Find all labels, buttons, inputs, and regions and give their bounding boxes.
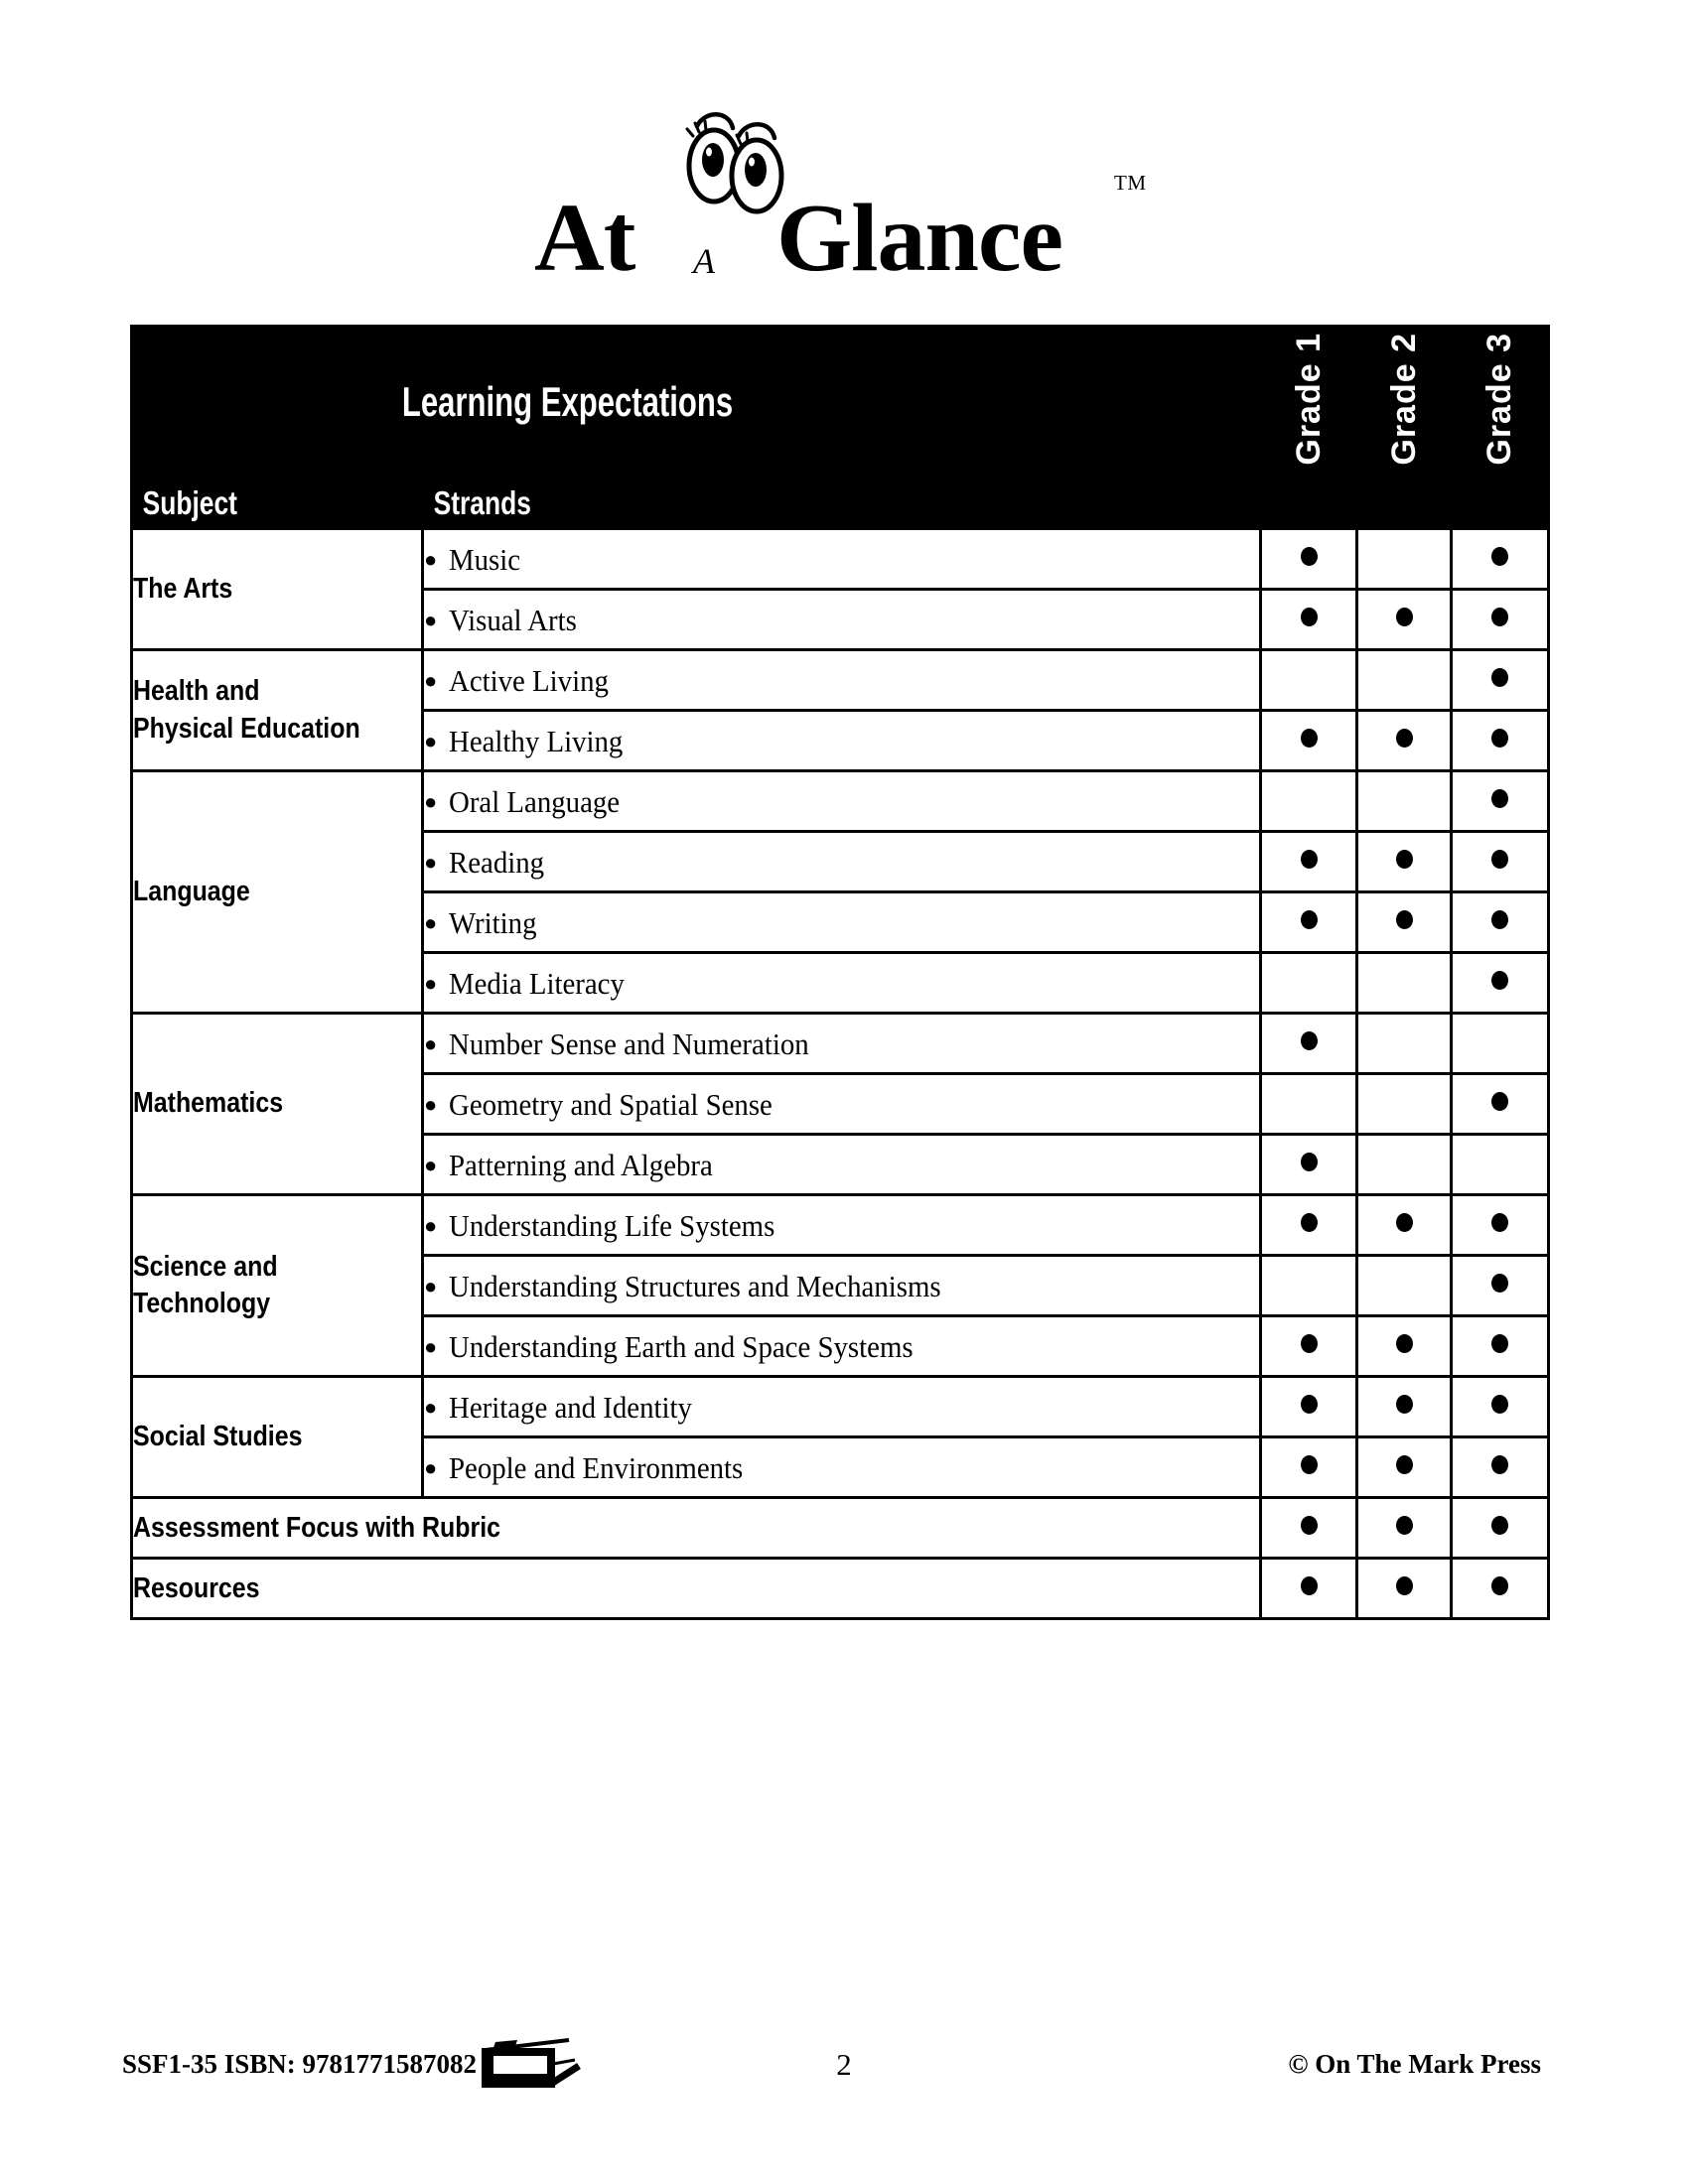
filled-dot-icon [1396,1576,1413,1595]
grade-2-mark-cell[interactable] [1357,953,1452,1014]
bullet-icon: ● [424,910,438,936]
grade-1-label: Grade 1 [1289,333,1328,466]
page-footer [0,2033,1688,2105]
grade-3-header [1452,327,1549,478]
table-row [132,1559,1549,1619]
subject-cell [132,650,423,771]
grade-1-mark-cell[interactable] [1261,1498,1357,1559]
strand-cell [423,1014,1261,1074]
strand-cell [423,590,1261,650]
subject-cell [132,1014,423,1195]
filled-dot-icon [1301,1395,1318,1414]
footer-copyright: © On The Mark Press [1288,2049,1541,2079]
subject-column-header [132,478,423,529]
filled-dot-icon [1301,1576,1318,1595]
filled-dot-icon [1491,1213,1508,1232]
grade-3-mark-cell[interactable] [1452,711,1549,771]
filled-dot-icon [1491,789,1508,808]
empty-mark [1396,547,1413,566]
grade-2-mark-cell[interactable] [1357,832,1452,892]
strand-label: Healthy Living [449,724,624,759]
strand-cell [423,1074,1261,1135]
logo-word-glance: Glance [776,185,1062,292]
grade-3-mark-cell[interactable] [1452,1195,1549,1256]
strand-label: Oral Language [449,784,621,820]
grade-2-mark-cell[interactable] [1357,1195,1452,1256]
grade-3-mark-cell[interactable] [1452,590,1549,650]
strand-label: Understanding Life Systems [449,1208,775,1244]
bullet-icon: ● [424,1274,438,1299]
filled-dot-icon [1491,1395,1508,1414]
strand-label: Media Literacy [449,966,626,1002]
grade-1-header [1261,327,1357,478]
strand-label: Understanding Structures and Mechanisms [449,1269,941,1304]
bullet-icon: ● [424,1455,438,1481]
footer-isbn: SSF1-35 ISBN: 9781771587082 [122,2049,478,2079]
filled-dot-icon [1301,729,1318,748]
filled-dot-icon [1491,608,1508,626]
strand-cell [423,832,1261,892]
empty-mark [1301,789,1318,808]
filled-dot-icon [1491,1455,1508,1474]
grade-1-mark-cell[interactable] [1261,1195,1357,1256]
filled-dot-icon [1301,608,1318,626]
table-row [132,650,1549,711]
bullet-icon: ● [424,971,438,997]
filled-dot-icon [1301,1455,1318,1474]
grade-1-mark-cell[interactable] [1261,1316,1357,1377]
grade-3-mark-cell[interactable] [1452,771,1549,832]
table-row [132,1014,1549,1074]
empty-mark [1396,971,1413,990]
table-row [132,1498,1549,1559]
filled-dot-icon [1491,910,1508,929]
bullet-icon: ● [424,547,438,573]
subject-label: Physical Education [133,712,360,745]
full-row-label: Assessment Focus with Rubric [133,1511,501,1544]
grade-1-mark-cell[interactable] [1261,590,1357,650]
filled-dot-icon [1301,1153,1318,1171]
strand-cell [423,1135,1261,1195]
grade-3-mark-cell[interactable] [1452,1014,1549,1074]
filled-dot-icon [1491,971,1508,990]
banner-row [132,327,1549,478]
strand-cell [423,953,1261,1014]
subject-cell [132,1377,423,1498]
grade-2-mark-cell[interactable] [1357,711,1452,771]
grade-1-mark-cell[interactable] [1261,650,1357,711]
grade-2-mark-cell[interactable] [1357,650,1452,711]
grade-3-mark-cell[interactable] [1452,529,1549,590]
grade-2-label: Grade 2 [1384,333,1423,466]
table-row [132,529,1549,590]
banner-title-cell [132,327,1261,478]
grade-3-mark-cell[interactable] [1452,650,1549,711]
grade-2-mark-cell[interactable] [1357,1256,1452,1316]
subject-label: Mathematics [133,1087,284,1120]
subject-cell [132,529,423,650]
subject-label: Social Studies [133,1420,303,1452]
strand-label: Writing [449,905,537,941]
grade-3-mark-cell[interactable] [1452,1316,1549,1377]
filled-dot-icon [1491,850,1508,869]
table-row [132,1377,1549,1437]
filled-dot-icon [1491,668,1508,687]
subject-label: Science and [133,1250,278,1283]
bullet-icon: ● [424,789,438,815]
page-number: 2 [836,2047,852,2082]
grade-2-mark-cell[interactable] [1357,771,1452,832]
strand-label: Visual Arts [449,603,578,638]
subject-label: Technology [133,1288,271,1319]
grade-1-mark-cell[interactable] [1261,953,1357,1014]
empty-mark [1396,1031,1413,1050]
full-width-label-cell [132,1498,1261,1559]
empty-mark [1301,1274,1318,1293]
filled-dot-icon [1396,729,1413,748]
table-body [132,529,1549,1619]
filled-dot-icon [1396,608,1413,626]
logo-word-a: A [693,241,714,281]
banner-title: Learning Expectations [401,377,734,425]
table-header [132,327,1549,529]
grade-2-mark-cell[interactable] [1357,1316,1452,1377]
strand-cell [423,1437,1261,1498]
strand-label: Reading [449,845,545,881]
empty-mark [1301,971,1318,990]
bullet-icon: ● [424,608,438,633]
empty-mark [1396,1274,1413,1293]
grade-3-label: Grade 3 [1480,333,1518,466]
filled-dot-icon [1491,1576,1508,1595]
empty-mark [1396,1153,1413,1171]
grade-3-mark-cell[interactable] [1452,832,1549,892]
grade-2-header [1357,327,1452,478]
filled-dot-icon [1396,850,1413,869]
table-row [132,1195,1549,1256]
grade-2-mark-cell[interactable] [1357,1437,1452,1498]
grade-1-mark-cell[interactable] [1261,1437,1357,1498]
filled-dot-icon [1301,1516,1318,1535]
empty-mark [1396,789,1413,808]
bullet-icon: ● [424,1395,438,1421]
grade-1-mark-cell[interactable] [1261,1014,1357,1074]
grade-3-mark-cell[interactable] [1452,1437,1549,1498]
grade-3-mark-cell[interactable] [1452,1256,1549,1316]
subject-cell [132,771,423,1014]
grade-1-mark-cell[interactable] [1261,529,1357,590]
grade-3-mark-cell[interactable] [1452,1377,1549,1437]
empty-mark [1396,1092,1413,1111]
grade-2-mark-cell[interactable] [1357,1377,1452,1437]
empty-mark [1491,1031,1508,1050]
grade-2-mark-cell[interactable] [1357,529,1452,590]
filled-dot-icon [1301,1031,1318,1050]
strand-cell [423,650,1261,711]
subject-column-label: Subject [142,483,237,521]
subject-cell [132,1195,423,1377]
filled-dot-icon [1491,729,1508,748]
grade-1-mark-cell[interactable] [1261,1256,1357,1316]
strands-column-label: Strands [433,483,531,521]
filled-dot-icon [1491,1274,1508,1293]
grade-2-mark-cell[interactable] [1357,1074,1452,1135]
strand-cell [423,892,1261,953]
grade-2-mark-cell[interactable] [1357,1498,1452,1559]
filled-dot-icon [1491,1516,1508,1535]
grade-3-mark-cell[interactable] [1452,953,1549,1014]
full-row-label: Resources [133,1571,260,1604]
bullet-icon: ● [424,668,438,694]
bullet-icon: ● [424,729,438,754]
filled-dot-icon [1396,1395,1413,1414]
grade-3-mark-cell[interactable] [1452,1074,1549,1135]
learning-expectations-table [130,325,1550,1620]
column-labels-row [132,478,1549,529]
strand-label: People and Environments [449,1450,744,1486]
learning-expectations-table-wrapper [130,325,1547,1620]
filled-dot-icon [1301,910,1318,929]
filled-dot-icon [1396,1334,1413,1353]
grade-3-mark-cell[interactable] [1452,1135,1549,1195]
bullet-icon: ● [424,1092,438,1118]
grade-1-mark-cell[interactable] [1261,1559,1357,1619]
strand-label: Active Living [449,663,610,699]
empty-mark [1396,668,1413,687]
grade-2-mark-cell[interactable] [1357,1014,1452,1074]
full-width-label-cell [132,1559,1261,1619]
grade-1-mark-cell[interactable] [1261,892,1357,953]
filled-dot-icon [1491,1334,1508,1353]
filled-dot-icon [1396,1213,1413,1232]
strand-cell [423,1377,1261,1437]
grade-3-mark-cell[interactable] [1452,1559,1549,1619]
subject-label: The Arts [133,572,233,605]
strand-cell [423,1195,1261,1256]
strand-cell [423,711,1261,771]
strand-label: Understanding Earth and Space Systems [449,1329,914,1365]
subject-label: Language [133,875,250,907]
bullet-icon: ● [424,1031,438,1057]
strand-label: Geometry and Spatial Sense [449,1087,774,1123]
grade-2-mark-cell[interactable] [1357,892,1452,953]
filled-dot-icon [1301,547,1318,566]
filled-dot-icon [1396,910,1413,929]
grade-1-mark-cell[interactable] [1261,1135,1357,1195]
grade-3-mark-cell[interactable] [1452,892,1549,953]
grade-2-mark-cell[interactable] [1357,1135,1452,1195]
empty-mark [1491,1153,1508,1171]
filled-dot-icon [1396,1455,1413,1474]
filled-dot-icon [1491,547,1508,566]
strand-cell [423,529,1261,590]
strands-column-header [423,478,1549,529]
filled-dot-icon [1301,1213,1318,1232]
filled-dot-icon [1301,850,1318,869]
filled-dot-icon [1301,1334,1318,1353]
masthead-logo [0,79,1688,293]
strand-cell [423,1316,1261,1377]
grade-1-mark-cell[interactable] [1261,1377,1357,1437]
table-row [132,771,1549,832]
empty-mark [1301,668,1318,687]
trademark-symbol: TM [1114,171,1147,195]
bullet-icon: ● [424,850,438,876]
strand-label: Music [449,542,521,578]
grade-2-mark-cell[interactable] [1357,590,1452,650]
grade-1-mark-cell[interactable] [1261,771,1357,832]
strand-label: Number Sense and Numeration [449,1026,809,1062]
grade-1-mark-cell[interactable] [1261,832,1357,892]
filled-dot-icon [1396,1516,1413,1535]
grade-1-mark-cell[interactable] [1261,1074,1357,1135]
subject-label: Health and [133,675,260,708]
strand-label: Heritage and Identity [449,1390,693,1426]
empty-mark [1301,1092,1318,1111]
strand-label: Patterning and Algebra [449,1148,714,1183]
strand-cell [423,771,1261,832]
bullet-icon: ● [424,1334,438,1360]
bullet-icon: ● [424,1213,438,1239]
logo-word-at: At [534,185,635,292]
grade-2-mark-cell[interactable] [1357,1559,1452,1619]
strand-cell [423,1256,1261,1316]
grade-3-mark-cell[interactable] [1452,1498,1549,1559]
filled-dot-icon [1491,1092,1508,1111]
bullet-icon: ● [424,1153,438,1178]
grade-1-mark-cell[interactable] [1261,711,1357,771]
